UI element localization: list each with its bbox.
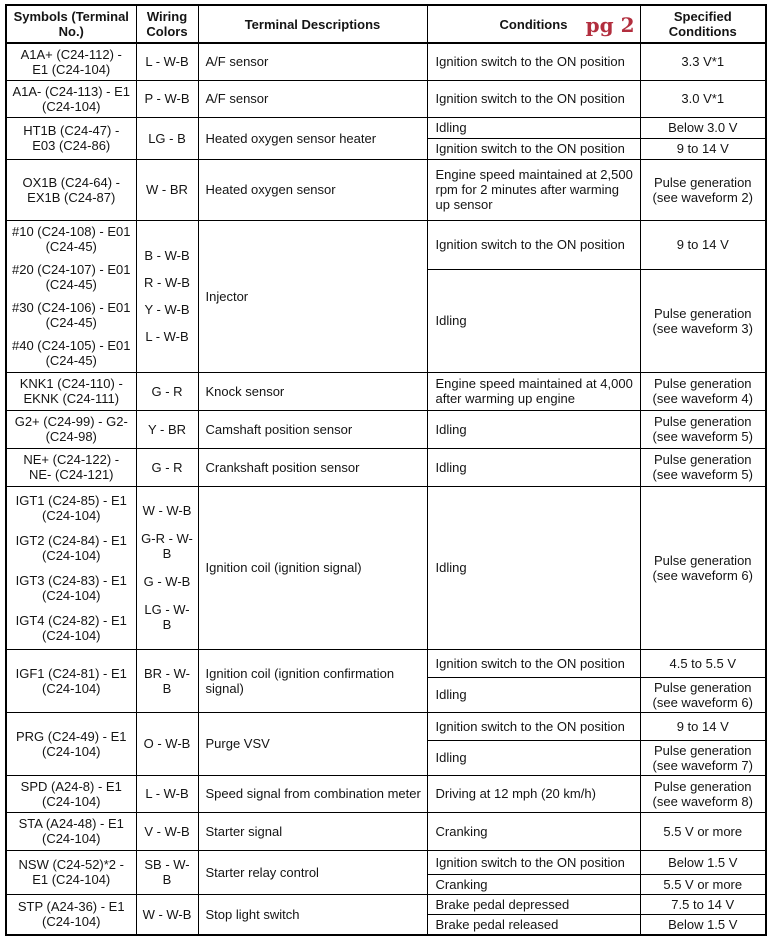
- specified-cell: 3.3 V*1: [640, 43, 766, 80]
- wiring-cell: [136, 775, 198, 812]
- symbols-cell: [6, 159, 136, 220]
- condition-cell: Cranking: [427, 812, 640, 850]
- description-cell: Injector: [198, 220, 427, 372]
- condition-cell: Idling: [427, 486, 640, 649]
- header-wiring-colors: Wiring Colors: [136, 5, 198, 43]
- symbols-cell: [6, 812, 136, 850]
- terminal-symbol-stack: [11, 224, 132, 368]
- wire-color: Y - BR: [147, 421, 187, 437]
- description-cell: Camshaft position sensor: [198, 410, 427, 448]
- symbols-cell: [6, 80, 136, 117]
- condition-cell: Ignition switch to the ON position: [427, 649, 640, 677]
- specified-cell: Pulse generation (see waveform 4): [640, 372, 766, 410]
- specified-cell: Pulse generation (see waveform 6): [640, 486, 766, 649]
- wire-color: G - R: [151, 459, 183, 475]
- terminal-symbol: HT1B (C24-47) - E03 (C24-86): [23, 123, 120, 153]
- table-row: [6, 850, 766, 894]
- wire-color: G - W-B: [143, 574, 191, 589]
- wiring-cell: [136, 43, 198, 80]
- wiring-cell: [136, 812, 198, 850]
- wire-color: Y - W-B: [144, 302, 190, 317]
- terminal-symbol: IGT2 (C24-84) - E1 (C24-104): [15, 532, 127, 563]
- wiring-cell: [136, 850, 198, 894]
- wire-color-stack: [141, 248, 194, 344]
- description-cell: Knock sensor: [198, 372, 427, 410]
- wiring-cell: [136, 159, 198, 220]
- terminal-symbol: IGF1 (C24-81) - E1 (C24-104): [15, 665, 127, 696]
- terminal-symbol: IGT1 (C24-85) - E1 (C24-104): [15, 492, 127, 523]
- specified-cell: Pulse generation (see waveform 5): [640, 448, 766, 486]
- header-conditions: [427, 5, 640, 43]
- terminal-symbol: G2+ (C24-99) - G2- (C24-98): [14, 414, 128, 444]
- terminal-symbol: A1A+ (C24-112) - E1 (C24-104): [20, 46, 122, 77]
- specified-cell: 9 to 14 V: [640, 712, 766, 740]
- condition-cell: Ignition switch to the ON position: [427, 220, 640, 269]
- specified-cell: Below 1.5 V: [640, 850, 766, 874]
- symbols-cell: [6, 448, 136, 486]
- condition-cell: Ignition switch to the ON position: [427, 80, 640, 117]
- symbols-cell: [6, 894, 136, 935]
- description-cell: A/F sensor: [198, 43, 427, 80]
- terminal-symbol: #10 (C24-108) - E01 (C24-45): [11, 224, 131, 254]
- table-row: [6, 117, 766, 159]
- condition-cell: Ignition switch to the ON position: [427, 850, 640, 874]
- header-symbols: Symbols (Terminal No.): [6, 5, 136, 43]
- condition-cell: Engine speed maintained at 4,000 after warming up engine: [427, 372, 640, 410]
- wiring-cell: [136, 486, 198, 649]
- symbols-cell: [6, 117, 136, 159]
- wire-color: LG - W-B: [144, 602, 190, 632]
- specified-cell: 9 to 14 V: [640, 138, 766, 159]
- table-row: [6, 649, 766, 712]
- description-cell: Stop light switch: [198, 894, 427, 935]
- symbols-cell: [6, 486, 136, 649]
- wiring-cell: [136, 220, 198, 372]
- condition-cell: Idling: [427, 677, 640, 712]
- header-specified-conditions: Specified Conditions: [640, 5, 766, 43]
- wire-color: LG - B: [148, 130, 186, 146]
- symbols-cell: [6, 775, 136, 812]
- page-annotation: pg 2: [585, 13, 635, 37]
- terminal-symbol: IGT4 (C24-82) - E1 (C24-104): [15, 612, 127, 643]
- condition-cell: Brake pedal depressed: [427, 894, 640, 914]
- description-cell: Purge VSV: [198, 712, 427, 775]
- wire-color: G - R: [151, 383, 183, 399]
- wire-color: W - BR: [146, 182, 188, 197]
- wiring-cell: [136, 410, 198, 448]
- terminal-symbol: NSW (C24-52)*2 - E1 (C24-104): [18, 857, 124, 887]
- condition-cell: Idling: [427, 410, 640, 448]
- terminal-symbol: PRG (C24-49) - E1 (C24-104): [15, 728, 127, 759]
- description-cell: Speed signal from combination meter: [198, 775, 427, 812]
- terminal-symbol: A1A- (C24-113) - E1 (C24-104): [12, 83, 131, 114]
- condition-cell: Ignition switch to the ON position: [427, 712, 640, 740]
- header-terminal-descriptions: Terminal Descriptions: [198, 5, 427, 43]
- table-row: [6, 712, 766, 775]
- table-row: [6, 43, 766, 80]
- wiring-cell: [136, 448, 198, 486]
- table-row: [6, 220, 766, 372]
- specified-cell: Pulse generation (see waveform 2): [640, 159, 766, 220]
- terminal-symbol: IGT3 (C24-83) - E1 (C24-104): [15, 572, 127, 603]
- condition-cell: Brake pedal released: [427, 914, 640, 935]
- terminal-symbol: STA (A24-48) - E1 (C24-104): [18, 816, 124, 846]
- table-row: [6, 80, 766, 117]
- condition-cell: Ignition switch to the ON position: [427, 138, 640, 159]
- symbols-cell: [6, 220, 136, 372]
- table-row: [6, 410, 766, 448]
- table-row: [6, 894, 766, 935]
- specified-cell: 4.5 to 5.5 V: [640, 649, 766, 677]
- terminal-symbol: #40 (C24-105) - E01 (C24-45): [11, 338, 131, 368]
- terminal-spec-table: [5, 4, 767, 936]
- description-cell: Ignition coil (ignition signal): [198, 486, 427, 649]
- wire-color: W - W-B: [142, 503, 192, 518]
- terminal-symbol: #30 (C24-106) - E01 (C24-45): [11, 300, 131, 330]
- description-cell: A/F sensor: [198, 80, 427, 117]
- terminal-symbol: SPD (A24-8) - E1 (C24-104): [20, 778, 122, 809]
- wire-color: G-R - W-B: [141, 531, 193, 561]
- table-row: [6, 486, 766, 649]
- description-cell: Starter relay control: [198, 850, 427, 894]
- wire-color: L - W-B: [145, 54, 189, 70]
- wire-color: B - W-B: [144, 248, 190, 263]
- description-cell: Heated oxygen sensor: [198, 159, 427, 220]
- specified-cell: 7.5 to 14 V: [640, 894, 766, 914]
- specified-cell: 9 to 14 V: [640, 220, 766, 269]
- condition-cell: Cranking: [427, 874, 640, 894]
- wire-color: W - W-B: [142, 906, 192, 922]
- wiring-cell: [136, 117, 198, 159]
- table-row: [6, 372, 766, 410]
- table-row: [6, 812, 766, 850]
- wiring-cell: [136, 894, 198, 935]
- symbols-cell: [6, 850, 136, 894]
- terminal-symbol-stack: [11, 493, 132, 643]
- condition-cell: Idling: [427, 740, 640, 775]
- wiring-cell: [136, 80, 198, 117]
- description-cell: Ignition coil (ignition confirmation signal): [198, 649, 427, 712]
- condition-cell: Engine speed maintained at 2,500 rpm for 2 minutes after warming up sensor: [427, 159, 640, 220]
- specified-cell: Pulse generation (see waveform 5): [640, 410, 766, 448]
- description-cell: Heated oxygen sensor heater: [198, 117, 427, 159]
- symbols-cell: [6, 712, 136, 775]
- specified-cell: 5.5 V or more: [640, 812, 766, 850]
- table-row: [6, 159, 766, 220]
- specified-cell: Pulse generation (see waveform 3): [640, 269, 766, 372]
- terminal-symbol: NE+ (C24-122) - NE- (C24-121): [23, 452, 120, 482]
- wire-color: R - W-B: [144, 275, 190, 290]
- terminal-symbol: KNK1 (C24-110) - EKNK (C24-111): [19, 376, 123, 406]
- symbols-cell: [6, 649, 136, 712]
- wire-color: P - W-B: [144, 91, 190, 106]
- condition-cell: Ignition switch to the ON position: [427, 43, 640, 80]
- table-header: [6, 5, 766, 43]
- wire-color: O - W-B: [143, 736, 191, 751]
- wiring-cell: [136, 712, 198, 775]
- specified-cell: Below 3.0 V: [640, 117, 766, 138]
- terminal-symbol: #20 (C24-107) - E01 (C24-45): [11, 262, 131, 292]
- symbols-cell: [6, 372, 136, 410]
- wire-color: V - W-B: [144, 823, 190, 839]
- wire-color: BR - W-B: [144, 665, 190, 696]
- wire-color: L - W-B: [145, 786, 189, 801]
- description-cell: Starter signal: [198, 812, 427, 850]
- wire-color: L - W-B: [145, 329, 189, 344]
- specified-cell: 5.5 V or more: [640, 874, 766, 894]
- terminal-symbol: OX1B (C24-64) - EX1B (C24-87): [22, 174, 121, 205]
- specified-cell: Pulse generation (see waveform 8): [640, 775, 766, 812]
- specified-cell: 3.0 V*1: [640, 80, 766, 117]
- header-conditions-label: Conditions: [499, 16, 568, 32]
- condition-cell: Driving at 12 mph (20 km/h): [427, 775, 640, 812]
- wire-color: SB - W-B: [144, 857, 190, 887]
- wiring-cell: [136, 372, 198, 410]
- condition-cell: Idling: [427, 269, 640, 372]
- condition-cell: Idling: [427, 448, 640, 486]
- table-row: [6, 448, 766, 486]
- symbols-cell: [6, 410, 136, 448]
- specified-cell: Below 1.5 V: [640, 914, 766, 935]
- terminal-symbol: STP (A24-36) - E1 (C24-104): [17, 899, 125, 929]
- wire-color-stack: [141, 503, 194, 632]
- description-cell: Crankshaft position sensor: [198, 448, 427, 486]
- specified-cell: Pulse generation (see waveform 6): [640, 677, 766, 712]
- specified-cell: Pulse generation (see waveform 7): [640, 740, 766, 775]
- wiring-cell: [136, 649, 198, 712]
- table-row: [6, 775, 766, 812]
- symbols-cell: [6, 43, 136, 80]
- condition-cell: Idling: [427, 117, 640, 138]
